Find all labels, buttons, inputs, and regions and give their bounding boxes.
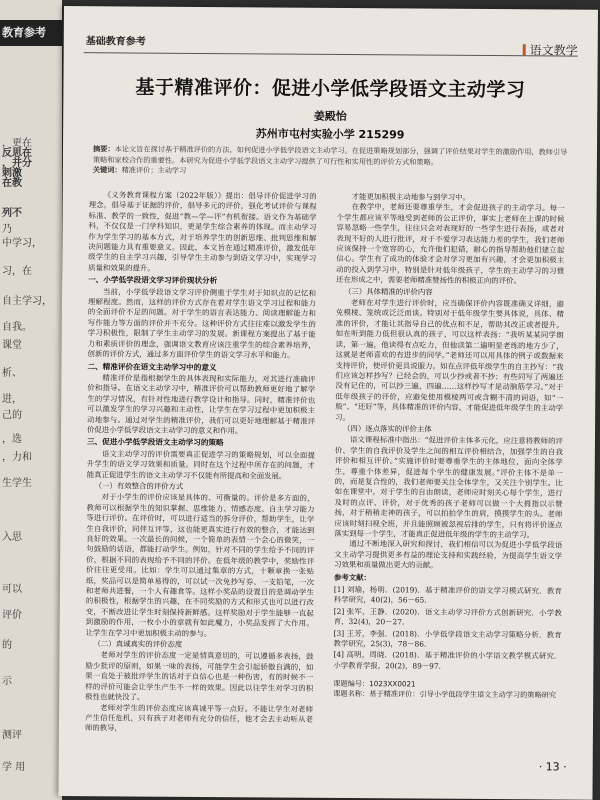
previous-page-text: 可以 (2, 584, 22, 595)
page-number: · 13 · (538, 760, 567, 774)
previous-page-text: 测评 (2, 730, 22, 741)
previous-page-text: 析、 (2, 368, 22, 379)
references (333, 573, 562, 673)
previous-page-text: 自主学习， (2, 296, 52, 307)
previous-page-text: 评价 (2, 610, 22, 621)
article-title: 基于精准评价：促进小学低学段语文主动学习 (135, 76, 526, 102)
body-paragraph: 老师对学生的评价态度应该真诚平等一点好。不能让学生对老师产生信任危机，只有孩子对老师有充分的信任，他才会去主动听从老师的教导， (84, 702, 314, 733)
keywords (93, 165, 573, 179)
project-info (333, 679, 561, 701)
journal-page (58, 6, 598, 800)
body-paragraph: 才能更加积极主动地参与到学习中。 (351, 192, 470, 202)
column-marker-icon (523, 44, 526, 55)
section-heading: （一）有效整合的评价方式 (94, 481, 184, 491)
body-paragraph: 老师对学生的评价态度一定是情真意切的，可以遵循多表扬，鼓励少批评的原则，如果一味的表扬，可能学生会引起骄傲自满的，如果一直处于被批评学生的话对于自信心也是一种伤害，有的时候不一样的评价可能会让学生产生不一样的效果。因此以往学生对学习的积极性也就快没了。 (85, 650, 314, 702)
left-column (85, 190, 317, 735)
previous-page-text: 自我。 (2, 322, 32, 333)
journal-name: 基础教育参考 (85, 36, 146, 48)
previous-page-text: 在教 (2, 178, 22, 189)
abstract-text: 本论文旨在探讨基于精准评价的方法，如何促进小学低学段语文主动学习。在促进策略规划部分，强调了评价结果对学生的激励作用，教师引导策略和家校合作的重要性。本研究为促进小学低学段语文主动学习提供了可行性和实用性的评价方式和策略。 (92, 144, 568, 167)
section-heading: （四）逐点落实的评价主体 (343, 423, 432, 434)
reference-item: [1] 刘瑜，杨明．(2019)．基于精准评价的语文学习模式研究．教育科学研究，40(2)，56－65． (333, 584, 562, 606)
body-paragraph: 当前，小学低学段语文学习评价侧重于学生对于知识点的记忆和理解程度。然而，这样的评价方式存在着对学生语文学习过程和能力的全面评价不足的问题。对于学生的语言表达能力、阅读理解能力和写作能力等方面的评价并不充分。这种评价方式往往难以激发学生的学习积极性，限制了学生主动学习的发展。新课程方案提出了基于能力和素质评价的理念，强调语文教育应该注重学生的综合素养培养，创新的评价方式，通过多方面评价学生的语文学习水平和能力。 (87, 286, 317, 360)
section-heading: （二）真诚真实的评价态度 (93, 639, 183, 649)
previous-page-text: 的 (2, 640, 12, 651)
section-heading: 二、精准评价在语文主动学习中的意义 (87, 361, 217, 372)
body-paragraph: 老师在对学生进行评价时，应当确保评价内容既准确又详细，避免模棱、笼统或泛泛而谈。特别对于低年级学生要具体说，具体、精准的评价，才能让其指导自己的优点和不足，帮助其改正或者提升。如在听到能力低但很认真的孩子，可以这样表扬：“我听某某同学朗读，第一遍，他读得有点吃力，但他读第二遍明显老练的地方少了，这就是老师喜欢的有进步的同学。”老师还可以用具体的例子或数据来支持评价，使评价更具说服力。如在点评低年级学生的自主抄写：“我们应该怎样抄写？已经会的，可以少抄或者不抄；有些同写了两遍还没有记住的，可以抄三遍，四遍……这样抄写才是动脑筋学习。”对于低年级孩子的评价，应避免使用模棱两可或含糊不清的词语，如“一般”、“还好”等，具体精准的评价内容，才能促进低年级学生的主动学习。 (335, 298, 564, 422)
previous-page-text: 中学习， (2, 238, 42, 249)
previous-page-text: 乃 (2, 224, 12, 235)
previous-page-text: 课堂 (2, 340, 22, 351)
references-label: 参考文献： (333, 572, 372, 582)
previous-page-header: 教育参考 (0, 20, 62, 46)
body-paragraph: 语文课程标准中指出：“促进评价主体多元化，应注意将教师的评价、学生的自我评价及学生之间的相互评价相结合，加强学生的自我评价和相互评价。”实施评价时要尊重学生的主体地位，面向全体学生，尊重个体差异，促进每个学生的健康发展。”评价主体不是单一的，而是复合性的，我们老师要关注全体学生，又关注个别学生。比如在课堂中，对于学生的自由朗读，老师应时刻关心每个学生，进行及时的点评、评价，对于优秀的孩子老师可以做一个大拇指以示赞扬，对于稍稍走神的孩子，可以拍拍学生的肩，摸摸学生的头。老师应该时刻扫视全班，并且能照顾被忽视后排的学生，只有将评价逐点落实到每一个学生，才能真正促进低年级的学生的主动学习。 (334, 435, 564, 540)
previous-page-text: 生学生 (2, 478, 32, 489)
body-paragraph: 语文主动学习的评价需要真正促进学习的策略规划，可以全面提升学生的语文学习效果和质量。同时在这个过程中所存在的问题，才能真正促进学生的语文主动学习不仅能有所提高和全面发展。 (86, 449, 315, 481)
abstract-label: 摘要： (92, 144, 115, 154)
article-affiliation: 苏州市屯村实验小学 215299 (255, 127, 405, 142)
previous-page-text: 反思在 (2, 148, 32, 159)
previous-page-text: 学 用 (2, 762, 26, 773)
previous-page-text: ，更在 (2, 138, 32, 149)
project-number: 课题编号：1023XX0021 (333, 679, 416, 689)
article-author: 姜殿怡 (313, 109, 347, 123)
body-paragraph: 通过不断地深入研究和探讨，我们相信可以为促进小学低学段语文主动学习提供更多有益的理论支持和实践经验，为提高学生语文学习效果和质量做出更大的贡献。 (334, 539, 563, 570)
previous-page-edge (0, 0, 62, 800)
right-column (333, 192, 565, 701)
reference-item: [4] 高明，周晓．(2018)．基于精准评价的小学语文教学模式研究．小学教育学报，20(2)，89－97． (333, 650, 562, 671)
previous-page-text: 刺激 (2, 168, 22, 179)
previous-page-text: ，选 (2, 434, 22, 445)
previous-page-text: 入思 (2, 532, 22, 543)
reference-item: [2] 张军，王静．(2020)．语文主动学习评价方式创新研究．小学教育，32(4)，20－27． (333, 606, 562, 627)
body-paragraph: 对于小学生的评价应该是具体的、可衡量的。评价是多方面的，教师可以根据学生的知识掌握、思维能力、情感态度、自主学习能力等进行评价。在评价时，可以进行适当的拆分评价，帮助学生，让学生自我评价，同伴互评等，这也能更真实进行有效的整合，才能达到良好的效果。一次最长的问候，一个简单的表情一个会心的微笑，一句鼓励的话语，都能打动学生。例如，针对不同的学生给予不同的评价，根据不同的表现给予不同的评价。在低年级的教学中，奖励性评价往往更受用。比如：学生可以通过集章的方式，十颗章换一张贴纸，奖品可以是简单易得的，可以试一次免抄写券、一支铅笔，一次和老师共进餐，一个人有趣食等。这样小奖品的设置目的是调动学生的积极性，根据学生的兴趣，在不同奖励的方式和形式也可以进行改变，不断改进让学生时刻保持新鲜感。这样奖励对于学生能够一直起到激励的作用，一枚小小的章就有如此魔力，小奖品发挥了大作用。让学生在学习中更加积极主动的参与。 (85, 492, 315, 638)
reference-item: [3] 王芳，李强．(2018)．小学低学段语文主动学习策略分析．教育教学研究，25(3)，78－86． (333, 628, 562, 649)
section-heading: （三）具体精准的评价内容 (343, 286, 433, 297)
previous-page-text: ，力和 (2, 452, 32, 463)
body-paragraph: 在教学中，老师还要尊重学生，才会促进孩子的主动学习。每一个学生都应该平等地受到老师的公正评价，事实上老师在上课的时候容易忽略一些学生，往往只会对表现好的一些学生进行表扬，或者对表现不好的人进行批评，对于不爱学习表达能力差的学生，我们老师应该保持一个宽容的心，允许他们犯错，耐心的指导帮助他们建立起信心。学生有了成功的体验才会对学习更加有兴趣，才会更加积极主动的投入到学习中，特别是针对低年级孩子，学生的主动学习的习惯还在形成之中，需要老师精准赞扬性的积极正向的评价。 (336, 202, 565, 286)
right-column-body (334, 192, 565, 572)
keywords-text: 精准评价；主动学习 (121, 165, 187, 175)
previous-page-text: 习，在 (2, 266, 32, 277)
previous-page-text: ，并分 (2, 158, 32, 169)
column-label: 语文教学 (529, 43, 578, 58)
section-heading: 一、小学低学段语文学习评价现状分析 (88, 275, 218, 286)
section-heading: 三、促进小学低学段语文主动学习的策略 (86, 437, 224, 448)
body-paragraph: 《义务教育课程方案（2022年版）》提出：倡导评价促进学习的理念，倡导基于证据的评价，倡导多元的评价，强化考试评价与课程标准、教学的一致性，促进“教—学—评”有机衔接。语文作为基础学科，不仅仅是一门学科知识，更是学生综合素养的体现。而主动学习作为学生学习的基本方式，对于培养学生的创新思维、批判思维和解决问题能力具有重要意义。因此，本文旨在通过精准评价，激发低年级学生的自主学习兴趣，引导学生主动参与到语文学习中，实现学习质量和效果的提升。 (88, 190, 317, 273)
abstract-block (93, 144, 573, 179)
header-rule (84, 52, 578, 56)
body-paragraph: 精准评价是指根据学生的具体表现和实际能力，对其进行准确评价和指导。在语文主动学习中，精准评价可以帮助教师更好地了解学生的学习情况，有针对性地进行教学设计和指导。同时，精准评价也可以激发学生的学习兴趣和主动性，让学生在学习过程中更加积极主动地参与。通过对学生的精准评价，我们可以更好地理解基于精准评价促进小学低学段语文主动学习的意义和作用。 (87, 373, 316, 436)
keywords-label: 关键词： (92, 165, 122, 175)
previous-page-text: 列不 (2, 208, 22, 219)
previous-page-text: 进， (2, 394, 22, 405)
reference-list (333, 585, 562, 673)
project-name: 课题名称：基于精准评价：引导小学低段学生语文主动学习的策略研究 (333, 689, 557, 700)
previous-page-text: 示 (2, 676, 12, 687)
previous-page-text: 己的 (2, 410, 22, 421)
